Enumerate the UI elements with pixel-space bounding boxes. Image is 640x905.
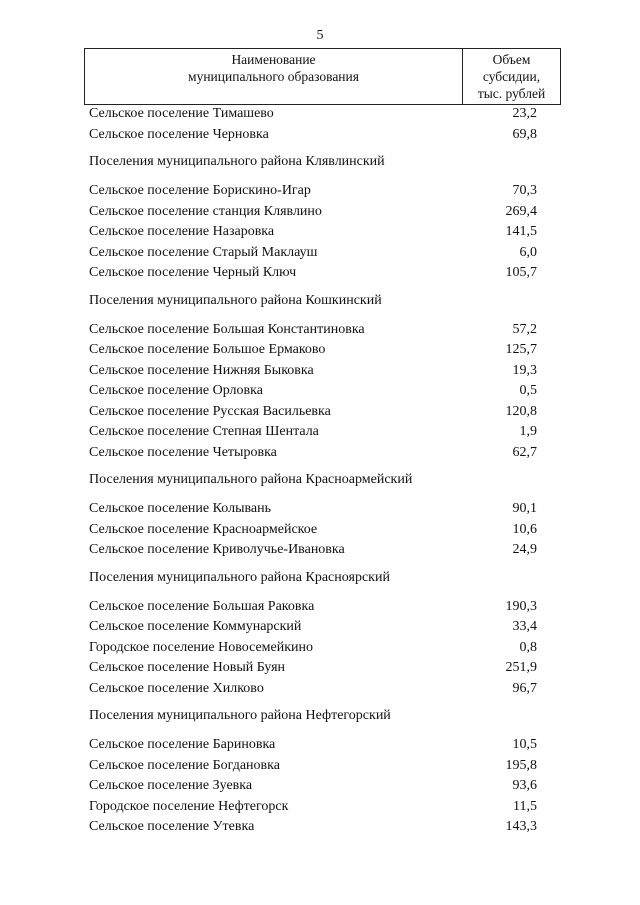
municipality-name: Городское поселение Новосемейкино bbox=[89, 639, 314, 655]
subsidy-value: 125,7 bbox=[505, 342, 537, 358]
municipality-name: Сельское поселение Черный Ключ bbox=[89, 265, 297, 281]
table-row bbox=[89, 263, 559, 284]
table-row bbox=[89, 381, 559, 402]
header-name-line: Наименование bbox=[231, 52, 316, 67]
municipality-name: Сельское поселение Большая Раковка bbox=[89, 598, 315, 614]
table-row bbox=[89, 520, 559, 541]
municipality-name: Сельское поселение Зуевка bbox=[89, 778, 253, 794]
subsidy-value: 24,9 bbox=[512, 542, 537, 558]
subsidy-value: 57,2 bbox=[512, 321, 537, 337]
municipality-name: Сельское поселение Бариновка bbox=[89, 737, 276, 753]
table-row bbox=[89, 361, 559, 382]
municipality-name: Сельское поселение Тимашево bbox=[89, 106, 274, 122]
subsidy-value: 0,5 bbox=[519, 383, 537, 399]
table-row bbox=[89, 320, 559, 341]
municipality-name: Сельское поселение Новый Буян bbox=[89, 660, 286, 676]
header-volume-column bbox=[463, 49, 560, 106]
subsidy-value: 19,3 bbox=[512, 362, 537, 378]
municipality-name: Сельское поселение Хилково bbox=[89, 680, 264, 696]
municipality-name: Сельское поселение Богдановка bbox=[89, 757, 280, 773]
subsidy-value: 269,4 bbox=[505, 203, 537, 219]
table-row bbox=[89, 181, 559, 202]
subsidy-value: 190,3 bbox=[505, 598, 537, 614]
section-heading: Поселения муниципального района Кошкинский bbox=[89, 292, 382, 308]
section-heading: Поселения муниципального района Нефтегорский bbox=[89, 708, 391, 723]
header-volume-line: Объем bbox=[492, 52, 531, 67]
header-volume-line: тыс. рублей bbox=[477, 86, 546, 101]
municipality-name: Сельское поселение Большая Константиновка bbox=[89, 321, 365, 337]
section-heading: Поселения муниципального района Красноармейский bbox=[89, 472, 413, 487]
table-row bbox=[89, 679, 559, 700]
municipality-name: Сельское поселение Орловка bbox=[89, 383, 263, 399]
subsidy-value: 10,5 bbox=[512, 737, 537, 753]
header-name-line: муниципального образования bbox=[188, 69, 359, 84]
table-row bbox=[89, 597, 559, 618]
subsidy-value: 33,4 bbox=[512, 619, 537, 635]
municipality-name: Сельское поселение Старый Маклауш bbox=[89, 244, 318, 260]
table-row bbox=[89, 422, 559, 443]
municipality-name: Сельское поселение Русская Васильевка bbox=[89, 403, 331, 419]
subsidy-value: 10,6 bbox=[512, 521, 537, 537]
subsidy-value: 96,7 bbox=[512, 680, 537, 696]
table-row bbox=[89, 499, 559, 520]
municipality-name: Сельское поселение Коммунарский bbox=[89, 619, 302, 635]
section-heading: Поселения муниципального района Красноярский bbox=[89, 569, 390, 585]
table-row bbox=[89, 104, 559, 125]
subsidy-value: 62,7 bbox=[512, 444, 537, 460]
table-row bbox=[89, 340, 559, 361]
subsidy-value: 93,6 bbox=[512, 778, 537, 794]
table-row bbox=[89, 125, 559, 146]
header-name-column bbox=[85, 49, 463, 104]
municipality-name: Сельское поселение Колывань bbox=[89, 501, 271, 517]
municipality-name: Сельское поселение Большое Ермаково bbox=[89, 342, 326, 358]
subsidy-value: 143,3 bbox=[505, 819, 537, 835]
page-number: 5 bbox=[316, 28, 324, 43]
municipality-name: Сельское поселение Криволучье-Ивановка bbox=[89, 542, 345, 558]
table-row bbox=[89, 617, 559, 638]
table-row bbox=[89, 776, 559, 797]
table-row bbox=[89, 540, 559, 561]
table-row bbox=[89, 402, 559, 423]
table-row bbox=[89, 817, 559, 838]
subsidy-value: 105,7 bbox=[505, 265, 537, 281]
table-body bbox=[89, 104, 559, 838]
subsidy-value: 6,0 bbox=[519, 244, 537, 260]
municipality-name: Сельское поселение Красноармейское bbox=[89, 521, 318, 537]
table-header bbox=[84, 48, 561, 105]
subsidy-value: 0,8 bbox=[519, 639, 537, 655]
municipality-name: Сельское поселение Нижняя Быковка bbox=[89, 362, 314, 378]
subsidy-value: 1,9 bbox=[519, 424, 537, 440]
subsidy-value: 195,8 bbox=[505, 757, 537, 773]
table-row bbox=[89, 638, 559, 659]
header-volume-line: субсидии, bbox=[482, 69, 541, 84]
table-row bbox=[89, 222, 559, 243]
municipality-name: Сельское поселение Борискино-Игар bbox=[89, 183, 311, 199]
municipality-name: Сельское поселение Четыровка bbox=[89, 444, 277, 460]
table-row bbox=[89, 202, 559, 223]
table-row bbox=[89, 756, 559, 777]
municipality-name: Сельское поселение Назаровка bbox=[89, 224, 275, 240]
municipality-name: Сельское поселение Утевка bbox=[89, 819, 255, 835]
subsidy-value: 251,9 bbox=[505, 660, 537, 676]
table-row bbox=[89, 797, 559, 818]
table-row bbox=[89, 658, 559, 679]
subsidy-value: 70,3 bbox=[512, 183, 537, 199]
subsidy-value: 141,5 bbox=[505, 224, 537, 240]
subsidy-value: 120,8 bbox=[505, 403, 537, 419]
municipality-name: Сельское поселение Черновка bbox=[89, 126, 269, 142]
table-row bbox=[89, 735, 559, 756]
table-row bbox=[89, 243, 559, 264]
municipality-name: Сельское поселение Степная Шентала bbox=[89, 424, 319, 440]
table-row bbox=[89, 443, 559, 464]
subsidy-value: 90,1 bbox=[512, 501, 537, 517]
subsidy-value: 11,5 bbox=[513, 798, 537, 814]
subsidy-value: 69,8 bbox=[512, 126, 537, 142]
subsidy-value: 23,2 bbox=[512, 106, 537, 122]
section-heading: Поселения муниципального района Клявлинский bbox=[89, 154, 385, 169]
municipality-name: Сельское поселение станция Клявлино bbox=[89, 203, 322, 219]
municipality-name: Городское поселение Нефтегорск bbox=[89, 798, 289, 814]
